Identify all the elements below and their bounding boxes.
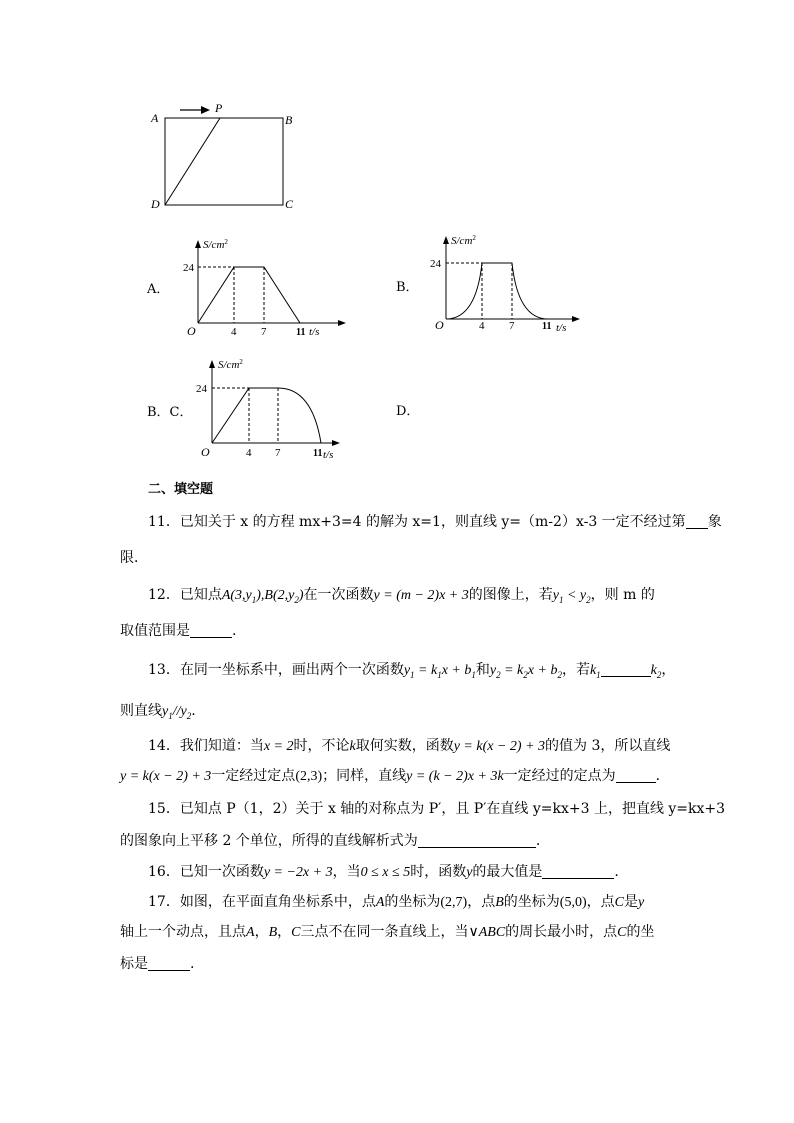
q17-text-f: 是 xyxy=(623,894,638,910)
q13-text-a: 13．在同一坐标系中，画出两个一次函数 xyxy=(148,662,404,678)
tick-4: 4 xyxy=(231,326,237,338)
tick-4: 4 xyxy=(479,320,485,332)
q16-text-e: . xyxy=(614,864,619,880)
q14-function: y = k(x − 2) + 3 xyxy=(453,739,546,754)
q17-text-g: 轴上一个动点，且点 xyxy=(120,924,246,940)
q13-k2: $k_2$ xyxy=(650,663,662,680)
rectangle xyxy=(165,118,283,205)
y-axis-arrow xyxy=(209,360,215,368)
x-axis-arrow xyxy=(338,320,346,326)
label-a: A xyxy=(151,111,159,125)
q16-text-b: ，当 xyxy=(332,864,361,880)
q12-blank xyxy=(190,623,232,638)
tick-24: 24 xyxy=(196,383,207,395)
tick-11: 11 xyxy=(296,327,306,338)
x-label: t/s xyxy=(323,449,334,461)
q15-text-b: 的图象向上平移 2 个单位，所得的直线解析式为 xyxy=(120,833,418,849)
q17-y: y xyxy=(637,895,645,910)
q13-f2-k: = k xyxy=(500,663,524,678)
rectangle-figure xyxy=(140,98,310,216)
curve xyxy=(212,388,321,443)
q12-text-f: . xyxy=(232,623,237,639)
q13-text-c: ， xyxy=(661,662,676,678)
q17-text-a: 17．如图，在平面直角坐标系中，点 xyxy=(148,894,376,910)
q17-text-e: ，点 xyxy=(586,894,615,910)
q13-par-y1: y xyxy=(162,704,169,719)
q13-k1: $k_1$ xyxy=(589,663,601,680)
q12-function: y = (m − 2)x + 3 xyxy=(373,588,469,603)
q14-k: k xyxy=(349,739,356,754)
q17-a2: A xyxy=(246,925,255,940)
label-b: B xyxy=(285,113,293,127)
q17-text-m: 标是 xyxy=(120,956,148,972)
q16-y: y xyxy=(466,865,473,880)
q13-text-b: ，若 xyxy=(561,662,590,678)
q13-parallel: $y_1//y_2$ xyxy=(162,704,192,721)
option-d-label: D． xyxy=(396,404,420,419)
q14-text-b: 时，不论 xyxy=(293,738,350,754)
option-b-label: B． xyxy=(396,280,419,295)
q17-text-b: 的坐标为 xyxy=(384,894,441,910)
q16-function: y = −2x + 3 xyxy=(263,865,333,880)
q17-c2: C xyxy=(291,925,301,940)
q17-a: A xyxy=(375,895,385,910)
segment-dp xyxy=(165,118,220,205)
tick-24: 24 xyxy=(183,262,194,274)
tick-7: 7 xyxy=(261,326,267,338)
label-p: P xyxy=(215,101,223,115)
q14-text-h: . xyxy=(655,768,661,784)
q12-cond-y2: < y xyxy=(563,588,587,603)
x-label: t/s xyxy=(309,326,320,338)
question-12 xyxy=(148,585,655,610)
q17-text-h: ， xyxy=(254,924,269,940)
q14-point: (2,3) xyxy=(295,769,323,784)
x-label: t/s xyxy=(556,322,567,334)
tick-24: 24 xyxy=(430,258,441,270)
q13-f1-y: y xyxy=(403,663,411,678)
q13-k1-text: k xyxy=(589,663,597,678)
q12-pts-close: ) xyxy=(298,588,304,603)
q17-text-l: 的坐 xyxy=(626,924,655,940)
q12-points: $A(3,y_1),B(2,y_2)$ xyxy=(221,588,304,605)
question-16 xyxy=(148,862,619,883)
q16-blank xyxy=(542,864,614,879)
q14-text-g: 一定经过的定点为 xyxy=(503,768,616,784)
q16-condition: 0 ≤ x ≤ 5 xyxy=(360,865,411,880)
q16-text-c: 时，函数 xyxy=(410,864,467,880)
q13-par-y2: //y xyxy=(172,704,187,719)
q14-text-e: 一定经过定点 xyxy=(211,768,296,784)
q16-text-d: 的最大值是 xyxy=(472,864,543,880)
q14-text-c: 取何实数，函数 xyxy=(355,738,454,754)
tick-4: 4 xyxy=(246,447,252,459)
option-a-label: A． xyxy=(147,282,170,297)
q13-f2-b: x + b xyxy=(527,663,558,678)
curve xyxy=(446,263,548,319)
question-13 xyxy=(148,660,675,685)
q13-f1-b: x + b xyxy=(441,663,472,678)
question-11-cont xyxy=(120,548,148,568)
x-axis-arrow xyxy=(572,316,580,322)
arrow-head xyxy=(201,106,210,114)
q14-function-3: y = (k − 2)x + 3k xyxy=(406,769,504,784)
q13-function-2: $y_2 = k_2x + b_2$ xyxy=(489,663,562,680)
q17-point-a: (2,7) xyxy=(440,895,468,910)
question-17-cont xyxy=(120,922,655,943)
q17-text-i: ， xyxy=(277,924,292,940)
q17-text-n: . xyxy=(190,956,195,972)
q11-text-b: 象 xyxy=(707,514,722,530)
q13-blank xyxy=(601,662,651,677)
q11-blank xyxy=(686,514,708,529)
question-14 xyxy=(148,736,670,757)
q17-point-b: (5,0) xyxy=(559,895,587,910)
q12-pts-mid: ),B(2,y xyxy=(256,588,295,603)
y-axis-arrow xyxy=(195,240,201,248)
q11-text: 11．已知关于 x 的方程 mx+3=4 的解为 x=1，则直线 y=（m-2）x-3 一定不经过第 xyxy=(148,514,686,530)
q17-text-d: 的坐标为 xyxy=(503,894,560,910)
q17-text-c: ，点 xyxy=(467,894,496,910)
q12-pts-a: A(3,y xyxy=(221,588,252,603)
q15-text-a: 15．已知点 P（1，2）关于 x 轴的对称点为 P′，且 P′在直线 y=kx+3 上，把直线 y=kx+3 xyxy=(148,801,726,817)
question-11 xyxy=(148,512,722,532)
question-15-cont xyxy=(120,831,540,851)
q14-condition: x = 2 xyxy=(263,739,294,754)
q12-text-a: 12．已知点 xyxy=(148,587,222,603)
origin: O xyxy=(201,445,210,459)
tick-11: 11 xyxy=(542,321,552,332)
q12-text-b: 在一次函数 xyxy=(303,587,374,603)
q13-and: 和 xyxy=(475,662,490,678)
label-c: C xyxy=(285,197,294,211)
tick-7: 7 xyxy=(275,447,281,459)
q12-text-c: 的图像上，若 xyxy=(468,587,553,603)
y-label: $S/cm^2$ xyxy=(218,358,243,371)
q17-c: C xyxy=(614,895,624,910)
origin: O xyxy=(435,318,444,332)
q17-blank xyxy=(148,956,190,971)
q17-b2: B xyxy=(268,925,278,940)
tick-7: 7 xyxy=(509,320,515,332)
q12-condition: $y_1 < y_2$ xyxy=(552,588,591,605)
q14-text-a: 14．我们知道：当 xyxy=(148,738,264,754)
q17-c3: C xyxy=(617,925,627,940)
q14-blank xyxy=(616,768,656,783)
q15-blank xyxy=(418,833,536,848)
x-axis-arrow xyxy=(332,440,340,446)
curve xyxy=(198,267,300,323)
graph-c xyxy=(192,356,352,462)
q12-cond-y1: y xyxy=(552,588,559,603)
question-14-cont xyxy=(120,766,660,787)
q14-text-f: ；同样，直线 xyxy=(322,768,407,784)
q13-f1-k: = k xyxy=(414,663,438,678)
y-label: $S/cm^2$ xyxy=(203,238,228,251)
q13-text-d: 则直线 xyxy=(120,703,162,719)
question-12-cont xyxy=(120,621,236,641)
option-c-label: B．C． xyxy=(147,405,193,420)
q14-function-2: y = k(x − 2) + 3 xyxy=(120,769,212,784)
question-17 xyxy=(148,892,644,913)
q17-text-k: 的周长最小时，点 xyxy=(505,924,618,940)
y-axis-arrow xyxy=(443,236,449,244)
y-label: $S/cm^2$ xyxy=(451,234,476,247)
section-title: 二、填空题 xyxy=(148,482,214,497)
q16-text-a: 16．已知一次函数 xyxy=(148,864,264,880)
q17-b: B xyxy=(495,895,504,910)
question-15 xyxy=(148,799,725,819)
q13-f2-y: y xyxy=(489,663,497,678)
tick-11: 11 xyxy=(313,448,323,459)
label-d: D xyxy=(151,197,160,211)
question-17-cont-2 xyxy=(120,954,194,974)
origin: O xyxy=(187,324,196,338)
q12-text-e: 取值范围是 xyxy=(120,623,190,639)
q13-k2-text: k xyxy=(650,663,657,678)
q12-text-d: ，则 m 的 xyxy=(590,587,655,603)
graph-b xyxy=(426,232,596,336)
q17-triangle: ∨ABC xyxy=(468,925,506,940)
graph-a xyxy=(178,236,348,340)
q15-text-c: . xyxy=(535,833,541,849)
q14-text-d: 的值为 3，所以直线 xyxy=(545,738,671,754)
q13-function-1: $y_1 = k_1x + b_1$ xyxy=(403,663,476,680)
q17-text-j: 三点不在同一条直线上，当 xyxy=(300,924,469,940)
q13-text-e: . xyxy=(191,703,196,719)
q11-text-c: 限． xyxy=(120,550,148,566)
question-13-cont xyxy=(120,701,196,726)
